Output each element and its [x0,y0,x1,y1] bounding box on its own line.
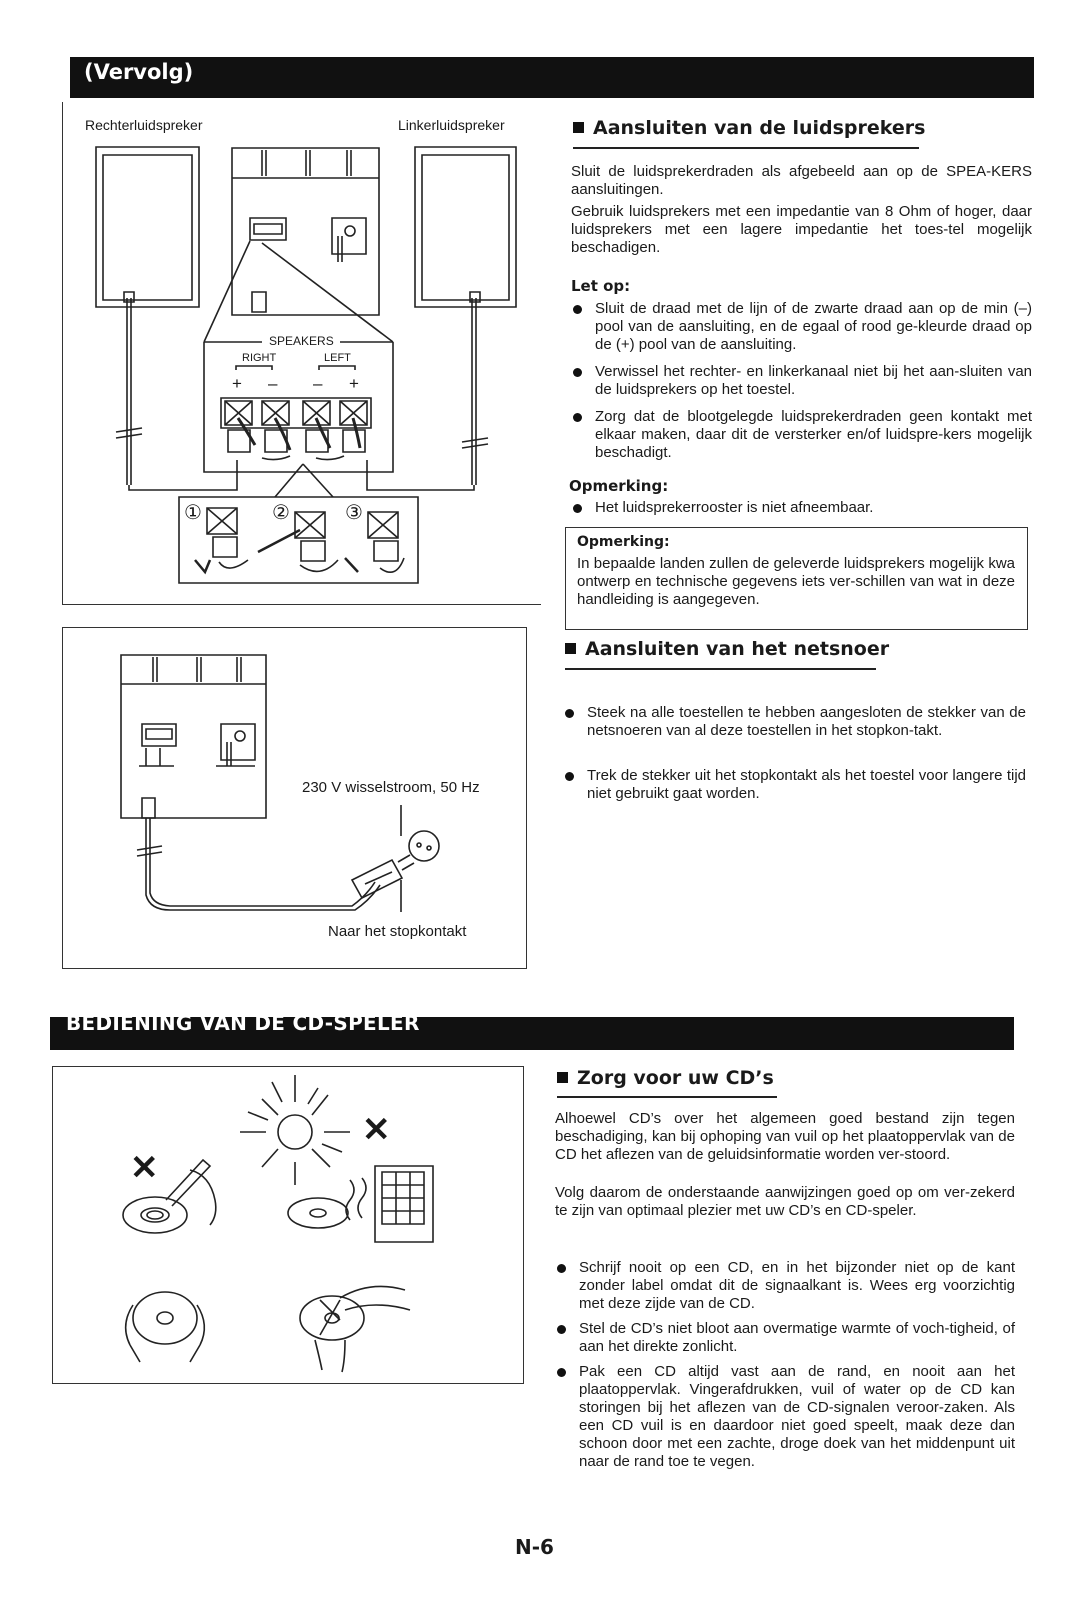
polarity-plus-1: + [232,374,242,393]
power-bullet-2: Trek de stekker uit het stopkontakt als het toestel voor langere tijd niet gebruikt gaat worden. [563,767,1026,803]
note-box-text: In bepaalde landen zullen de geleverde luidsprekers mogelijk kwa ontwerp en technische gegevens iets ver-schillen van wat in deze handleiding is aangegeven. [577,555,1015,608]
opmerking-bullet: Het luidsprekerrooster is niet afneembaar. [571,499,1032,517]
speakers-bullet-2: Verwissel het rechter- en linkerkanaal niet bij het aan-sluiten van de luidsprekers op het toestel. [571,363,1032,399]
bullet-square-icon [557,1072,568,1083]
cd-bullet-2: Stel de CD’s niet bloot aan overmatige warmte of voch-tigheid, of aan het direkte zonlicht. [555,1320,1015,1356]
outlet-label: Naar het stopkontakt [328,923,467,940]
cd-title-rule [557,1096,777,1098]
cd-intro-1: Alhoewel CD’s over het algemeen goed bestand zijn tegen beschadiging, kan bij ophoping van vuil op het plaatoppervlak van de CD het aflezen van de geluidsinformatie worden ver-stoord. [555,1110,1015,1163]
cross-icon: ✕ [130,1149,159,1187]
polarity-minus-2: – [313,374,323,393]
power-bullet-1: Steek na alle toestellen te hebben aangesloten de stekker van de netsnoeren van al deze toestellen in het stopkon-takt. [563,704,1026,740]
step-2-marker: ② [272,502,290,524]
note-box-title: Opmerking: [577,534,670,550]
voltage-label: 230 V wisselstroom, 50 Hz [302,779,480,796]
left-terminal-label: LEFT [324,352,351,364]
cd-bullet-1: Schrijf nooit op een CD, en in het bijzonder niet op de kant zonder label omdat dit de signaalkant is. Wees erg voorzichtig met deze zijde van de CD. [555,1259,1015,1313]
left-speaker-label: Linkerluidspreker [398,117,505,133]
page-number: N-6 [515,1535,554,1559]
right-terminal-label: RIGHT [242,352,277,364]
step-3-marker: ③ [345,502,363,524]
speakers-section-title: Aansluiten van de luidsprekers [573,117,925,139]
right-speaker-label: Rechterluidspreker [85,117,203,133]
speakers-terminal-label: SPEAKERS [266,334,337,348]
let-op-heading: Let op: [571,277,631,295]
power-section-title: Aansluiten van het netsnoer [565,638,889,660]
cd-care-title: Zorg voor uw CD’s [557,1067,774,1089]
cd-section-title: BEDIENING VAN DE CD-SPELER [66,1011,420,1035]
opmerking-heading: Opmerking: [569,477,669,495]
speakers-intro-2: Gebruik luidsprekers met een impedantie van 8 Ohm of hoger, daar luidsprekers met een lagere impedantie het toes-tel mogelijk beschadigen. [571,203,1032,256]
polarity-plus-2: + [349,374,359,393]
cd-intro-2: Volg daarom de onderstaande aanwijzingen goed op om ver-zekerd te zijn van optimaal plezier met uw CD’s en CD-speler. [555,1184,1015,1219]
step-1-marker: ① [184,502,202,524]
vervolg-title: (Vervolg) [84,60,194,84]
polarity-minus-1: – [268,374,278,393]
speakers-bullet-1: Sluit de draad met de lijn of de zwarte draad aan op de min (–) pool van de aansluiting, en de egaal of rood ge-kleurde draad op de (+) pool van de aansluiting. [571,300,1032,354]
cross-icon: ✕ [362,1111,391,1149]
speakers-intro-1: Sluit de luidsprekerdraden als afgebeeld aan op de SPEA-KERS aansluitingen. [571,163,1032,198]
cd-bullet-3: Pak een CD altijd vast aan de rand, en nooit aan het plaatoppervlak. Vingerafdrukken, vuil of water op de CD kan storingen bij het aflezen van de CD-signalen veroor-zaken. Als een CD vuil is en daardoor niet goed speelt, maak deze dan schoon door met een zachte, droge doek van het middenpunt uit naar de rand toe te vegen. [555,1363,1015,1471]
speakers-bullet-3: Zorg dat de blootgelegde luidsprekerdraden geen kontakt met elkaar maken, daar dit de versterker en/of luidspre-kers mogelijk beschadigt. [571,408,1032,462]
